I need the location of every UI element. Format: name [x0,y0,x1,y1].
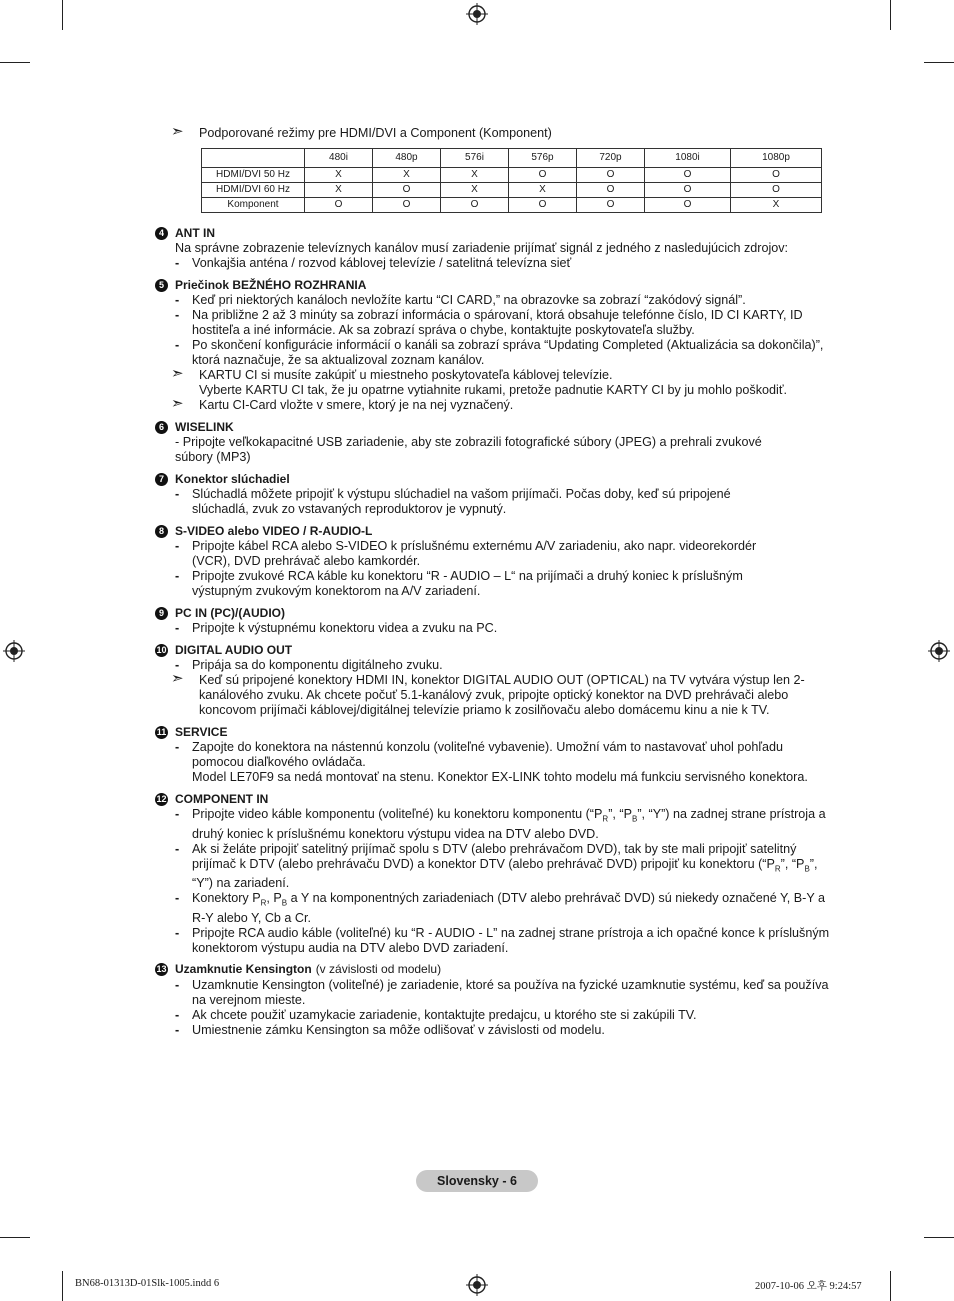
list-item-text: Po skončení konfigurácie informácií o kanáli sa zobrazí správa “Updating Completed (Aktualizácia sa dokončila)”, ktorá naznačuje, že sa aktualizoval zoznam kanálov. [192,338,824,367]
table-cell: X [305,168,373,183]
section-title: Uzamknutie Kensington [175,962,312,977]
list-item: - Pripojte kábel RCA alebo S-VIDEO k príslušnému externému A/V zariadeniu, ako napr. videorekordér (VCR), DVD prehrávač alebo kamkordér. [175,539,757,568]
page-label-text: Slovensky - 6 [437,1174,517,1188]
section-number-badge: 8 [155,525,168,538]
table-cell: O [509,168,577,183]
list-item: - Ak chcete použiť uzamykacie zariadenie, kontaktujte predajcu, u ktorého ste si zakúpili TV. [175,1007,697,1022]
list-item: - Konektory $P_R$, $P_B$ a Y na komponentných zariadeniach (DTV alebo prehrávač DVD) sú niekedy označené Y, B-Y a R-Y alebo Y, Cb a Cr. [175,891,826,925]
crop-mark [924,62,954,63]
list-item-text: Pripojte video káble komponentu (voliteľné) ku konektoru komponentu (“$P_R$”, “$P_B$”, “Y”) na zadnej strane prístroja a druhý koniec k príslušnému konektoru výstupu videa na DTV alebo DVD. [192,807,826,841]
section-heading [155,962,830,978]
section-digital-audio-out [155,642,830,718]
table-column-header: 1080i [645,149,731,168]
section-number-badge: 9 [155,607,168,620]
section-title: WISELINK [175,419,234,434]
section-title: DIGITAL AUDIO OUT [175,642,293,657]
table-header-row [202,149,822,168]
crop-mark [890,1271,891,1301]
table-cell: O [577,183,645,198]
support-note-text: Podporované režimy pre HDMI/DVI a Component (Komponent) [199,126,552,140]
list-item-text: Umiestnenie zámku Kensington sa môže odlišovať v závislosti od modelu. [192,1022,605,1037]
section-intro: Na správne zobrazenie televíznych kanálov musí zariadenie prijímať signál z jedného z nasledujúcich zdrojov: [175,241,789,255]
section-title: Priečinok BEŽNÉHO ROZHRANIA [175,277,367,292]
table-cell: O [577,198,645,213]
list-item: - Pripojte RCA audio káble (voliteľné) ku “R - AUDIO - L” na zadnej strane prístroja a ich opačné konce k príslušným konektorom výstupu audia na DTV alebo DVD zariadení. [175,925,830,955]
table-cell: O [441,198,509,213]
list-item-text: Pripojte RCA audio káble (voliteľné) ku “R - AUDIO - L” na zadnej strane prístroja a ich opačné konce k príslušným konektorom výstupu audia na DTV alebo DVD zariadení. [192,925,830,955]
file-name-slug: BN68-01313D-01Slk-1005.indd 6 [75,1278,220,1289]
section-number-badge: 11 [156,726,167,737]
list-item: - Keď pri niektorých kanáloch nevložíte kartu “CI CARD,” na obrazovke sa zobrazí “zakódový signál”. [175,293,746,307]
section-title: Konektor slúchadiel [175,471,290,486]
note-text: KARTU CI si musíte zakúpiť u miestneho poskytovateľa káblovej televízie. [199,368,613,382]
table-cell: O [509,198,577,213]
timestamp-slug: 2007-10-06 오후 9:24:57 [755,1281,862,1292]
note-text: Keď sú pripojené konektory HDMI IN, konektor DIGITAL AUDIO OUT (OPTICAL) na TV vytvára výstup len 2-kanálového zvuku. Ak chcete počuť 5.1-kanálový zvuk, pripojte optický konektor na DVD prehrávači alebo koncovom prijímači káblovej/digitálnej televízie priamo k zosilňovaču alebo domácemu kinu a nie k TV. [199,673,805,717]
section-svideo [155,523,830,599]
note-text: Kartu CI-Card vložte v smere, ktorý je na nej vyznačený. [199,398,514,412]
page-content [155,123,830,1038]
list-item-text: Uzamknutie Kensington (voliteľné) je zariadenie, ktoré sa používa na fyzické uzamknutie systému, keď sa používa na verejnom mieste. [192,977,829,1007]
section-title: PC IN (PC)/(AUDIO) [175,605,285,620]
note-arrow-icon: ➣ [171,670,184,687]
section-heading [155,471,830,487]
section-heading [155,642,830,658]
section-heading [155,419,830,435]
section-note [155,395,830,413]
section-component-in [155,791,830,956]
note-arrow-icon: ➣ [171,395,184,412]
section-text: - Pripojte veľkokapacitné USB zariadenie, aby ste zobrazili fotografické súbory (JPEG) a prehrali zvukové súbory (MP3) [175,435,762,464]
table-row-label: Komponent [202,198,305,213]
section-note [155,365,830,398]
table-cell: X [441,168,509,183]
registration-mark-icon [466,3,488,25]
registration-mark-icon [3,640,25,662]
table-cell: O [731,168,822,183]
table-row-label: HDMI/DVI 50 Hz [202,168,305,183]
list-item-text: Ak si želáte pripojiť satelitný prijímač spolu s DTV (alebo prehrávačom DVD), tak by ste mali pripojiť satelitný prijímač k DTV (alebo prehrávaču DVD) a konektor DTV (alebo prehrávač DVD) pripojiť ku konektoru (“$P_R$”, “$P_B$”, “Y”) na zariadení. [192,841,818,891]
table-cell: X [305,183,373,198]
table-row [202,198,822,213]
list-item-text: Pripája sa do komponentu digitálneho zvuku. [192,658,443,672]
table-cell: O [645,198,731,213]
section-heading [155,523,830,539]
list-item: - Pripojte video káble komponentu (voliteľné) ku konektoru komponentu (“$P_R$”, “$P_B$”, “Y”) na zadnej strane prístroja a druhý koniec k príslušnému konektoru výstupu videa na DTV alebo DVD. [175,807,826,841]
crop-mark [62,1271,63,1301]
list-item-continuation: Model LE70F9 sa nedá montovať na stenu. Konektor EX-LINK tohto modelu má funkciu servisného konektora. [192,770,808,784]
list-item: - Na približne 2 až 3 minúty sa zobrazí informácia o spárovaní, ktorá obsahuje telefónne číslo, ID CI KARTY, ID hostiteľa a iné informácie. Ak sa zobrazí správa o chybe, kontaktujte poskytovateľa služby. [175,308,803,337]
section-pc-in [155,605,830,636]
section-heading [155,277,830,293]
list-item: - Pripojte zvukové RCA káble ku konektoru “R - AUDIO – L“ na prijímači a druhý koniec k príslušným výstupným zvukovým konektorom na A/V zariadení. [175,569,743,598]
table-column-header: 720p [577,149,645,168]
table-column-header: 576i [441,149,509,168]
list-item-text: Keď pri niektorých kanáloch nevložíte kartu “CI CARD,” na obrazovke sa zobrazí “zakódový signál”. [192,293,746,307]
page-label [416,1170,538,1192]
list-item: - Po skončení konfigurácie informácií o kanáli sa zobrazí správa “Updating Completed (Aktualizácia sa dokončila)”, ktorá naznačuje, že sa aktualizoval zoznam kanálov. [175,338,824,367]
note-arrow-icon: ➣ [171,365,184,382]
note-arrow-icon: ➣ [171,123,184,140]
section-common-interface [155,277,830,413]
section-heading [155,605,830,621]
section-title: ANT IN [175,225,215,240]
note-text: Vyberte KARTU CI tak, že ju opatrne vytiahnite rukami, pretože padnutie KARTY CI by ju mohlo poškodiť. [199,383,788,397]
section-note [155,670,830,718]
section-headphones [155,471,830,517]
section-heading [155,225,830,241]
table-cell: O [577,168,645,183]
section-number-badge: 12 [156,793,167,804]
list-item: - Pripája sa do komponentu digitálneho zvuku. [175,658,443,672]
section-kensington [155,962,830,1038]
table-cell: X [441,183,509,198]
table-corner-cell [202,149,305,168]
list-item-text: Pripojte k výstupnému konektoru videa a zvuku na PC. [192,621,498,635]
registration-mark-icon [466,1274,488,1296]
list-item-text: Konektory $P_R$, $P_B$ a Y na komponentných zariadeniach (DTV alebo prehrávač DVD) sú niekedy označené Y, B-Y a R-Y alebo Y, Cb a Cr. [192,891,826,925]
support-note [155,123,830,141]
section-heading [155,791,830,807]
table-column-header: 576p [509,149,577,168]
crop-mark [62,0,63,30]
table-cell: O [373,183,441,198]
table-row [202,168,822,183]
section-number-badge: 10 [156,644,167,655]
list-item: - Vonkajšia anténa / rozvod káblovej televízie / satelitná televízna sieť [175,256,572,270]
section-title: SERVICE [175,724,228,739]
crop-mark [0,62,30,63]
table-cell: X [509,183,577,198]
list-item-text: Ak chcete použiť uzamykacie zariadenie, kontaktujte predajcu, u ktorého ste si zakúpili TV. [192,1007,697,1022]
list-item: - Zapojte do konektora na nástennú konzolu (voliteľné vybavenie). Umožní vám to nastavovať uhol pohľadu pomocou diaľkového ovládača. [175,740,784,769]
table-column-header: 1080p [731,149,822,168]
table-cell: X [731,198,822,213]
section-number-badge: 13 [156,964,167,975]
table-cell: X [373,168,441,183]
section-heading [155,724,830,740]
list-item-text: Slúchadlá môžete pripojiť k výstupu slúchadiel na vašom prijímači. Počas doby, keď sú pripojené slúchadlá, zvuk zo vstavaných reproduktorov je vypnutý. [192,487,731,516]
section-service [155,724,830,785]
list-item: - Pripojte k výstupnému konektoru videa a zvuku na PC. [175,621,498,635]
table-cell: O [731,183,822,198]
section-number-badge: 7 [155,473,168,486]
list-item: - Umiestnenie zámku Kensington sa môže odlišovať v závislosti od modelu. [175,1022,605,1037]
table-cell: O [305,198,373,213]
table-cell: O [645,168,731,183]
section-title-suffix: (v závislosti od modelu) [315,962,442,977]
crop-mark [0,1237,30,1238]
section-title: S-VIDEO alebo VIDEO / R-AUDIO-L [175,523,373,538]
table-column-header: 480p [373,149,441,168]
list-item-text: Zapojte do konektora na nástennú konzolu (voliteľné vybavenie). Umožní vám to nastavovať uhol pohľadu pomocou diaľkového ovládača. [192,740,784,769]
section-title: COMPONENT IN [175,791,269,806]
list-item-text: Vonkajšia anténa / rozvod káblovej televízie / satelitná televízna sieť [192,256,572,270]
table-cell: O [645,183,731,198]
table-row-label: HDMI/DVI 60 Hz [202,183,305,198]
list-item-text: Pripojte kábel RCA alebo S-VIDEO k príslušnému externému A/V zariadeniu, ako napr. videorekordér (VCR), DVD prehrávač alebo kamkordér. [192,539,757,568]
section-ant-in [155,225,830,271]
table-cell: O [373,198,441,213]
section-number-badge: 6 [155,421,168,434]
section-number-badge: 5 [155,279,168,292]
list-item: - Uzamknutie Kensington (voliteľné) je zariadenie, ktoré sa používa na fyzické uzamknutie systému, keď sa používa na verejnom mieste. [175,977,829,1007]
table-column-header: 480i [305,149,373,168]
list-item-text: Pripojte zvukové RCA káble ku konektoru “R - AUDIO – L“ na prijímači a druhý koniec k príslušným výstupným zvukovým konektorom na A/V zariadení. [192,569,743,598]
crop-mark [924,1237,954,1238]
list-item: - Ak si želáte pripojiť satelitný prijímač spolu s DTV (alebo prehrávačom DVD), tak by ste mali pripojiť satelitný prijímač k DTV (alebo prehrávaču DVD) a konektor DTV (alebo prehrávač DVD) pripojiť ku konektoru (“$P_R$”, “$P_B$”, “Y”) na zariadení. [175,841,818,891]
mode-support-table [201,148,822,213]
list-item-text: Na približne 2 až 3 minúty sa zobrazí informácia o spárovaní, ktorá obsahuje telefónne číslo, ID CI KARTY, ID hostiteľa a iné informácie. Ak sa zobrazí správa o chybe, kontaktujte poskytovateľa služby. [192,308,803,337]
table-row [202,183,822,198]
section-wiselink [155,419,830,465]
registration-mark-icon [928,640,950,662]
section-number-badge: 4 [155,227,168,240]
crop-mark [890,0,891,30]
list-item: - Slúchadlá môžete pripojiť k výstupu slúchadiel na vašom prijímači. Počas doby, keď sú pripojené slúchadlá, zvuk zo vstavaných reproduktorov je vypnutý. [175,487,731,516]
